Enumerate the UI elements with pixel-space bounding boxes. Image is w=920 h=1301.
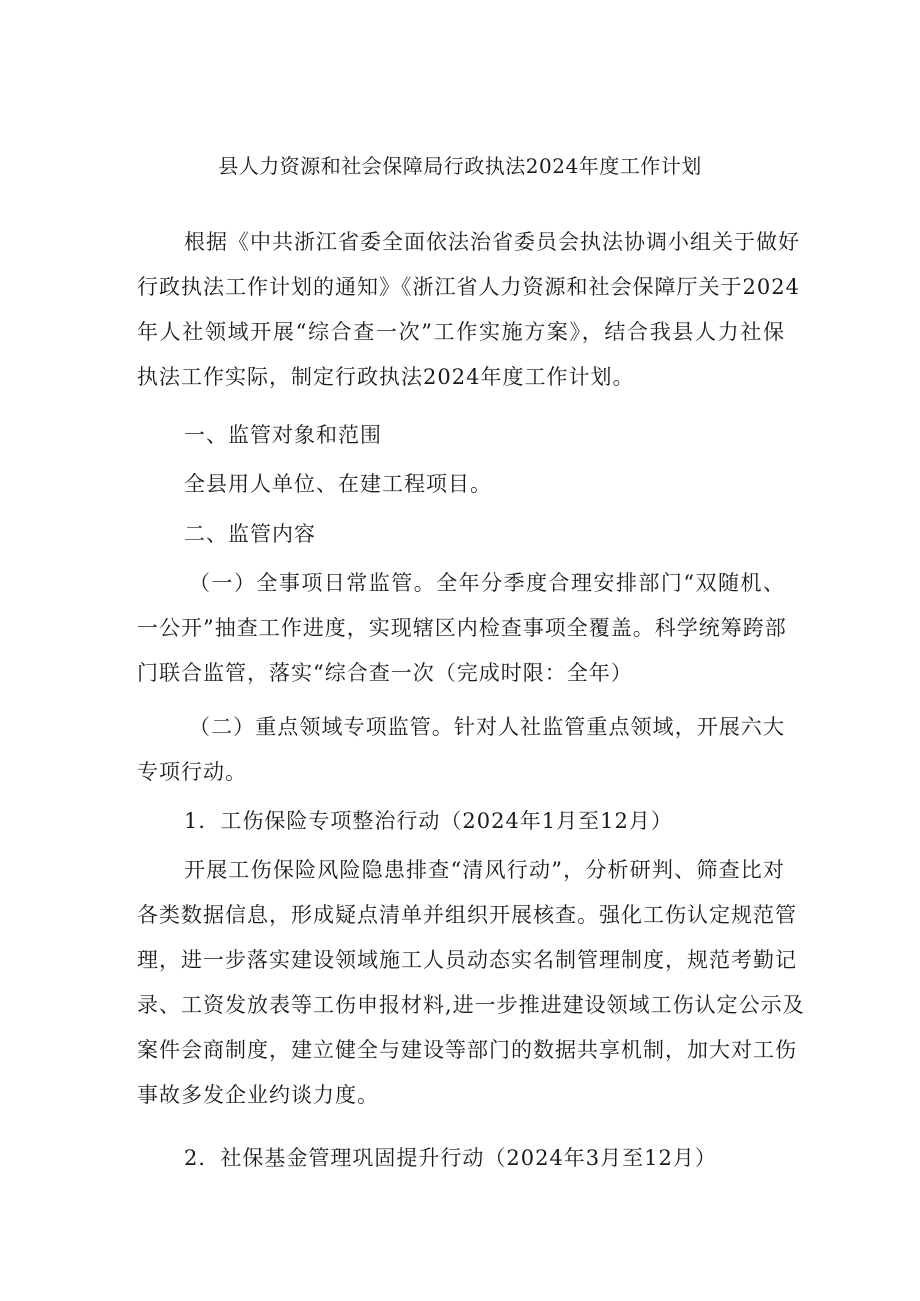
action1-line: 各类数据信息，形成疑点清单并组织开展核查。强化工伤认定规范管 [137, 903, 797, 927]
section2-heading: 二、监管内容 [184, 522, 316, 546]
action1-line: 录、工资发放表等工伤申报材料,进一步推进建设领域工伤认定公示及 [137, 993, 805, 1017]
section1-heading: 一、监管对象和范围 [184, 423, 382, 447]
action1-heading: 1．工伤保险专项整治行动（2024年1月至12月） [184, 809, 673, 833]
section1-body: 全县用人单位、在建工程项目。 [184, 472, 492, 496]
action1-line: 案件会商制度，建立健全与建设等部门的数据共享机制，加大对工伤 [137, 1038, 797, 1062]
item1-line: 门联合监管，落实“综合查一次（完成时限：全年） [137, 661, 633, 685]
item1-paragraph [137, 561, 785, 696]
document-title: 县人力资源和社会保障局行政执法2024年度工作计划 [218, 154, 702, 178]
item2-line: （二）重点领域专项监管。针对人社监管重点领域，开展六大 [189, 715, 785, 739]
intro-line: 执法工作实际，制定行政执法2024年度工作计划。 [137, 365, 635, 389]
action2-heading: 2．社保基金管理巩固提升行动（2024年3月至12月） [184, 1146, 717, 1170]
item2-paragraph [137, 705, 785, 795]
intro-line: 根据《中共浙江省委全面依法治省委员会执法协调小组关于做好 [184, 230, 800, 254]
intro-line: 年人社领域开展“综合查一次”工作实施方案》，结合我县人力社保 [137, 320, 785, 344]
intro-paragraph [137, 220, 800, 400]
intro-line: 行政执法工作计划的通知》《浙江省人力资源和社会保障厅关于2024 [137, 275, 800, 299]
action1-line: 开展工伤保险风险隐患排查“清风行动”，分析研判、筛查比对 [184, 858, 785, 882]
action1-paragraph [137, 848, 805, 1118]
item1-line: （一）全事项日常监管。全年分季度合理安排部门“双随机、 [189, 571, 785, 595]
action1-line: 事故多发企业约谈力度。 [137, 1083, 379, 1107]
item2-line: 专项行动。 [137, 760, 247, 784]
item1-line: 一公开”抽查工作进度，实现辖区内检查事项全覆盖。科学统筹跨部 [137, 616, 787, 640]
action1-line: 理，进一步落实建设领域施工人员动态实名制管理制度，规范考勤记 [137, 948, 797, 972]
